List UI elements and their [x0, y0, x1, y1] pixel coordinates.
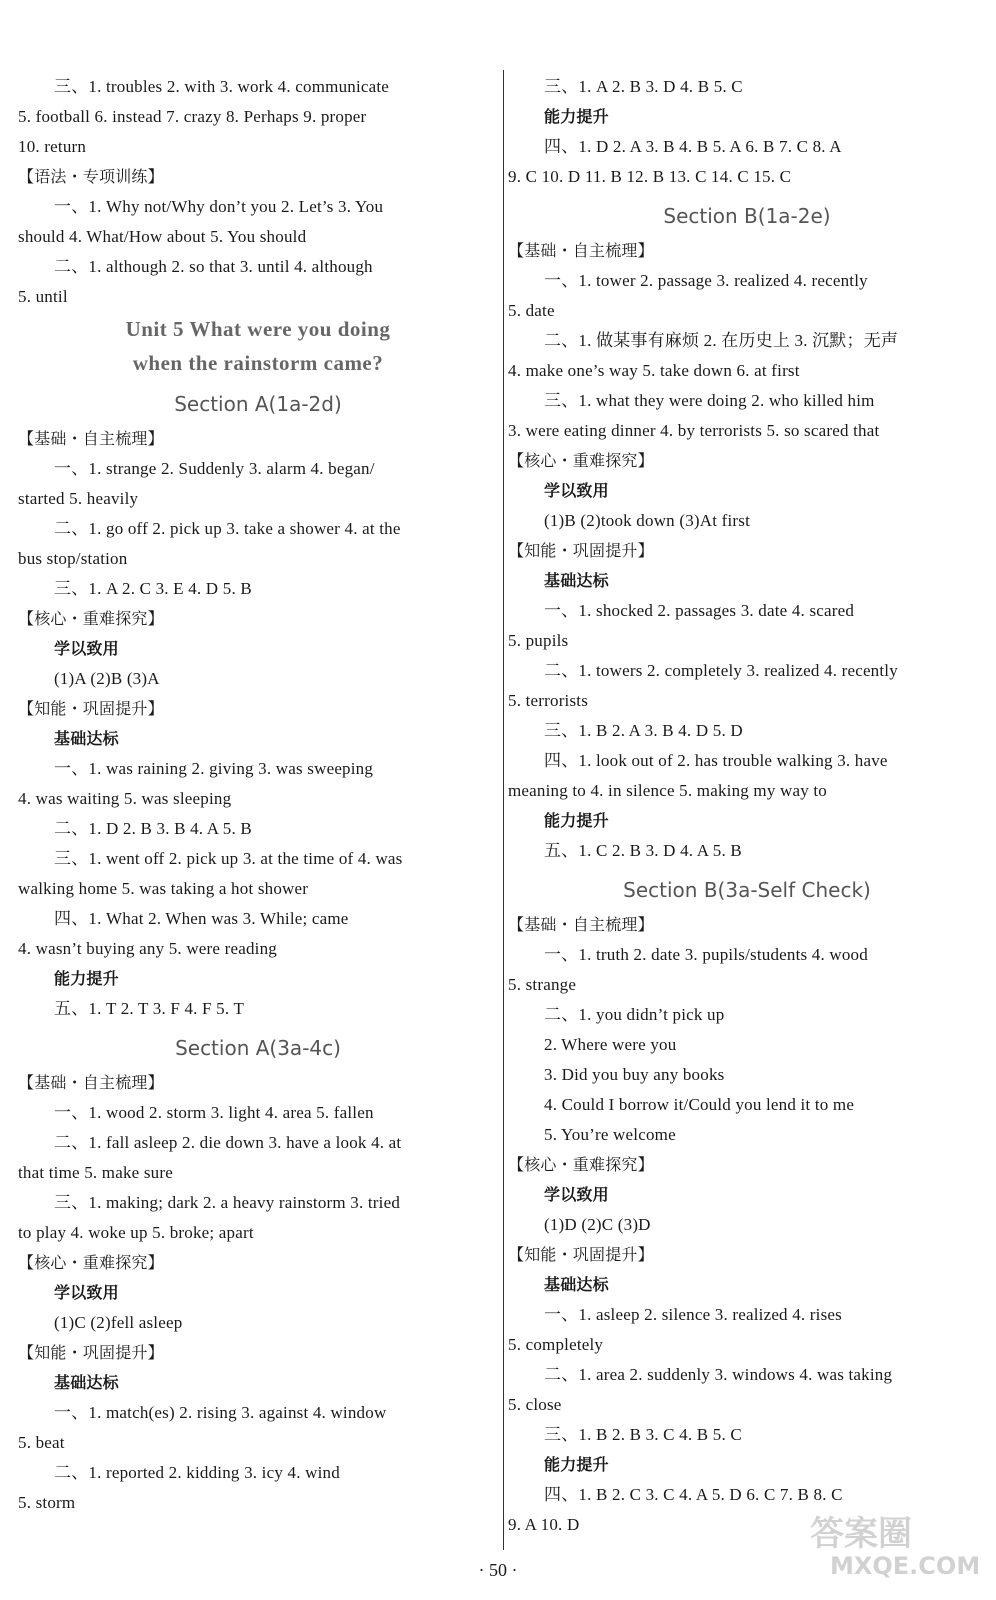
section-title: Section B(3a-Self Check) — [623, 878, 871, 902]
right-column — [508, 72, 986, 1540]
answer-line: (1)D (2)C (3)D — [544, 1215, 651, 1234]
unit-title: Unit 5 What were you doing — [125, 317, 391, 341]
answer-line: 4. was waiting 5. was sleeping — [18, 789, 232, 808]
answer-line: 三、1. A 2. C 3. E 4. D 5. B — [54, 579, 252, 598]
answer-line: 5. completely — [508, 1335, 604, 1354]
answer-line: 三、1. went off 2. pick up 3. at the time of 4. was — [54, 849, 403, 868]
watermark-logo — [800, 1500, 980, 1590]
answer-line: 5. storm — [18, 1493, 76, 1512]
subheading: 学以致用 — [54, 639, 119, 658]
answer-line: 5. strange — [508, 975, 577, 994]
watermark-text-cn: 答案圈 — [810, 1514, 912, 1554]
answer-line: (1)A (2)B (3)A — [54, 669, 160, 688]
answer-line: 5. until — [18, 287, 68, 306]
answer-line: 一、1. Why not/Why don’t you 2. Let’s 3. You — [54, 197, 384, 216]
answer-line: 2. Where were you — [544, 1035, 677, 1054]
subheading: 基础达标 — [544, 571, 609, 590]
subheading: 学以致用 — [544, 481, 609, 500]
answer-line: (1)C (2)fell asleep — [54, 1313, 183, 1332]
category-heading: 【基础・自主梳理】 — [508, 915, 654, 934]
answer-line: 9. A 10. D — [508, 1515, 580, 1534]
answer-line: 二、1. area 2. suddenly 3. windows 4. was taking — [544, 1365, 893, 1384]
answer-line: 四、1. D 2. A 3. B 4. B 5. A 6. B 7. C 8. A — [544, 137, 842, 156]
answer-line: 四、1. What 2. When was 3. While; came — [54, 909, 349, 928]
answer-line: 3. Did you buy any books — [544, 1065, 725, 1084]
answer-line: 二、1. you didn’t pick up — [544, 1005, 725, 1024]
answer-line: 一、1. asleep 2. silence 3. realized 4. rises — [544, 1305, 842, 1324]
subheading: 能力提升 — [544, 811, 609, 830]
answer-line: 一、1. match(es) 2. rising 3. against 4. window — [54, 1403, 387, 1422]
category-heading: 【知能・巩固提升】 — [508, 1245, 654, 1264]
answer-line: (1)B (2)took down (3)At first — [544, 511, 750, 530]
section-title: Section A(3a-4c) — [175, 1036, 341, 1060]
category-heading: 【语法・专项训练】 — [18, 167, 164, 186]
answer-line: 三、1. troubles 2. with 3. work 4. communicate — [54, 77, 390, 96]
column-divider — [503, 70, 504, 1550]
category-heading: 【核心・重难探究】 — [18, 1253, 164, 1272]
answer-line: 10. return — [18, 137, 87, 156]
answer-line: to play 4. woke up 5. broke; apart — [18, 1223, 254, 1242]
subheading: 学以致用 — [54, 1283, 119, 1302]
answer-line: 二、1. fall asleep 2. die down 3. have a look 4. at — [54, 1133, 402, 1152]
answer-line: 三、1. what they were doing 2. who killed him — [544, 391, 875, 410]
answer-line: 五、1. C 2. B 3. D 4. A 5. B — [544, 841, 742, 860]
answer-line: 三、1. B 2. A 3. B 4. D 5. D — [544, 721, 743, 740]
answer-line: 4. Could I borrow it/Could you lend it to me — [544, 1095, 855, 1114]
answer-line: 5. beat — [18, 1433, 65, 1452]
answer-line: started 5. heavily — [18, 489, 139, 508]
answer-line: 五、1. T 2. T 3. F 4. F 5. T — [54, 999, 245, 1018]
answer-line: 二、1. D 2. B 3. B 4. A 5. B — [54, 819, 252, 838]
answer-line: 二、1. reported 2. kidding 3. icy 4. wind — [54, 1463, 340, 1482]
category-heading: 【基础・自主梳理】 — [18, 429, 164, 448]
answer-line: 二、1. 做某事有麻烦 2. 在历史上 3. 沉默；无声 — [544, 331, 899, 350]
answer-line: 5. terrorists — [508, 691, 589, 710]
category-heading: 【核心・重难探究】 — [18, 609, 164, 628]
answer-line: 二、1. towers 2. completely 3. realized 4. recently — [544, 661, 898, 680]
category-heading: 【核心・重难探究】 — [508, 451, 654, 470]
answer-line: 一、1. tower 2. passage 3. realized 4. recently — [544, 271, 868, 290]
subheading: 能力提升 — [544, 1455, 609, 1474]
answer-line: 5. close — [508, 1395, 562, 1414]
answer-line: 三、1. A 2. B 3. D 4. B 5. C — [544, 77, 743, 96]
unit-title: when the rainstorm came? — [132, 351, 384, 375]
answer-line: 4. make one’s way 5. take down 6. at first — [508, 361, 800, 380]
page-number: · 50 · — [478, 1560, 518, 1580]
left-column — [18, 72, 498, 1518]
category-heading: 【基础・自主梳理】 — [508, 241, 654, 260]
answer-line: walking home 5. was taking a hot shower — [18, 879, 309, 898]
answer-line: 三、1. B 2. B 3. C 4. B 5. C — [544, 1425, 742, 1444]
answer-line: 三、1. making; dark 2. a heavy rainstorm 3. tried — [54, 1193, 401, 1212]
answer-line: that time 5. make sure — [18, 1163, 173, 1182]
answer-line: 一、1. strange 2. Suddenly 3. alarm 4. began/ — [54, 459, 375, 478]
subheading: 能力提升 — [544, 107, 609, 126]
section-title: Section B(1a-2e) — [663, 204, 831, 228]
answer-line: 二、1. although 2. so that 3. until 4. although — [54, 257, 373, 276]
category-heading: 【知能・巩固提升】 — [508, 541, 654, 560]
subheading: 基础达标 — [54, 1373, 119, 1392]
subheading: 能力提升 — [54, 969, 119, 988]
answer-line: 一、1. wood 2. storm 3. light 4. area 5. fallen — [54, 1103, 374, 1122]
answer-line: meaning to 4. in silence 5. making my way to — [508, 781, 827, 800]
answer-line: should 4. What/How about 5. You should — [18, 227, 307, 246]
category-heading: 【基础・自主梳理】 — [18, 1073, 164, 1092]
category-heading: 【核心・重难探究】 — [508, 1155, 654, 1174]
answer-line: 5. You’re welcome — [544, 1125, 676, 1144]
watermark-text-en: MXQE.COM — [830, 1552, 981, 1580]
subheading: 基础达标 — [54, 729, 119, 748]
answer-line: bus stop/station — [18, 549, 128, 568]
answer-line: 3. were eating dinner 4. by terrorists 5. so scared that — [508, 421, 880, 440]
category-heading: 【知能・巩固提升】 — [18, 699, 164, 718]
answer-line: 二、1. go off 2. pick up 3. take a shower 4. at the — [54, 519, 401, 538]
answer-line: 5. pupils — [508, 631, 569, 650]
answer-line: 5. date — [508, 301, 555, 320]
answer-line: 4. wasn’t buying any 5. were reading — [18, 939, 277, 958]
section-title: Section A(1a-2d) — [174, 392, 342, 416]
subheading: 学以致用 — [544, 1185, 609, 1204]
category-heading: 【知能・巩固提升】 — [18, 1343, 164, 1362]
answer-line: 5. football 6. instead 7. crazy 8. Perhaps 9. proper — [18, 107, 367, 126]
answer-line: 四、1. B 2. C 3. C 4. A 5. D 6. C 7. B 8. C — [544, 1485, 843, 1504]
answer-line: 一、1. was raining 2. giving 3. was sweeping — [54, 759, 374, 778]
answer-line: 一、1. shocked 2. passages 3. date 4. scared — [544, 601, 855, 620]
answer-line: 四、1. look out of 2. has trouble walking 3. have — [544, 751, 888, 770]
answer-line: 一、1. truth 2. date 3. pupils/students 4. wood — [544, 945, 868, 964]
answer-line: 9. C 10. D 11. B 12. B 13. C 14. C 15. C — [508, 167, 792, 186]
subheading: 基础达标 — [544, 1275, 609, 1294]
